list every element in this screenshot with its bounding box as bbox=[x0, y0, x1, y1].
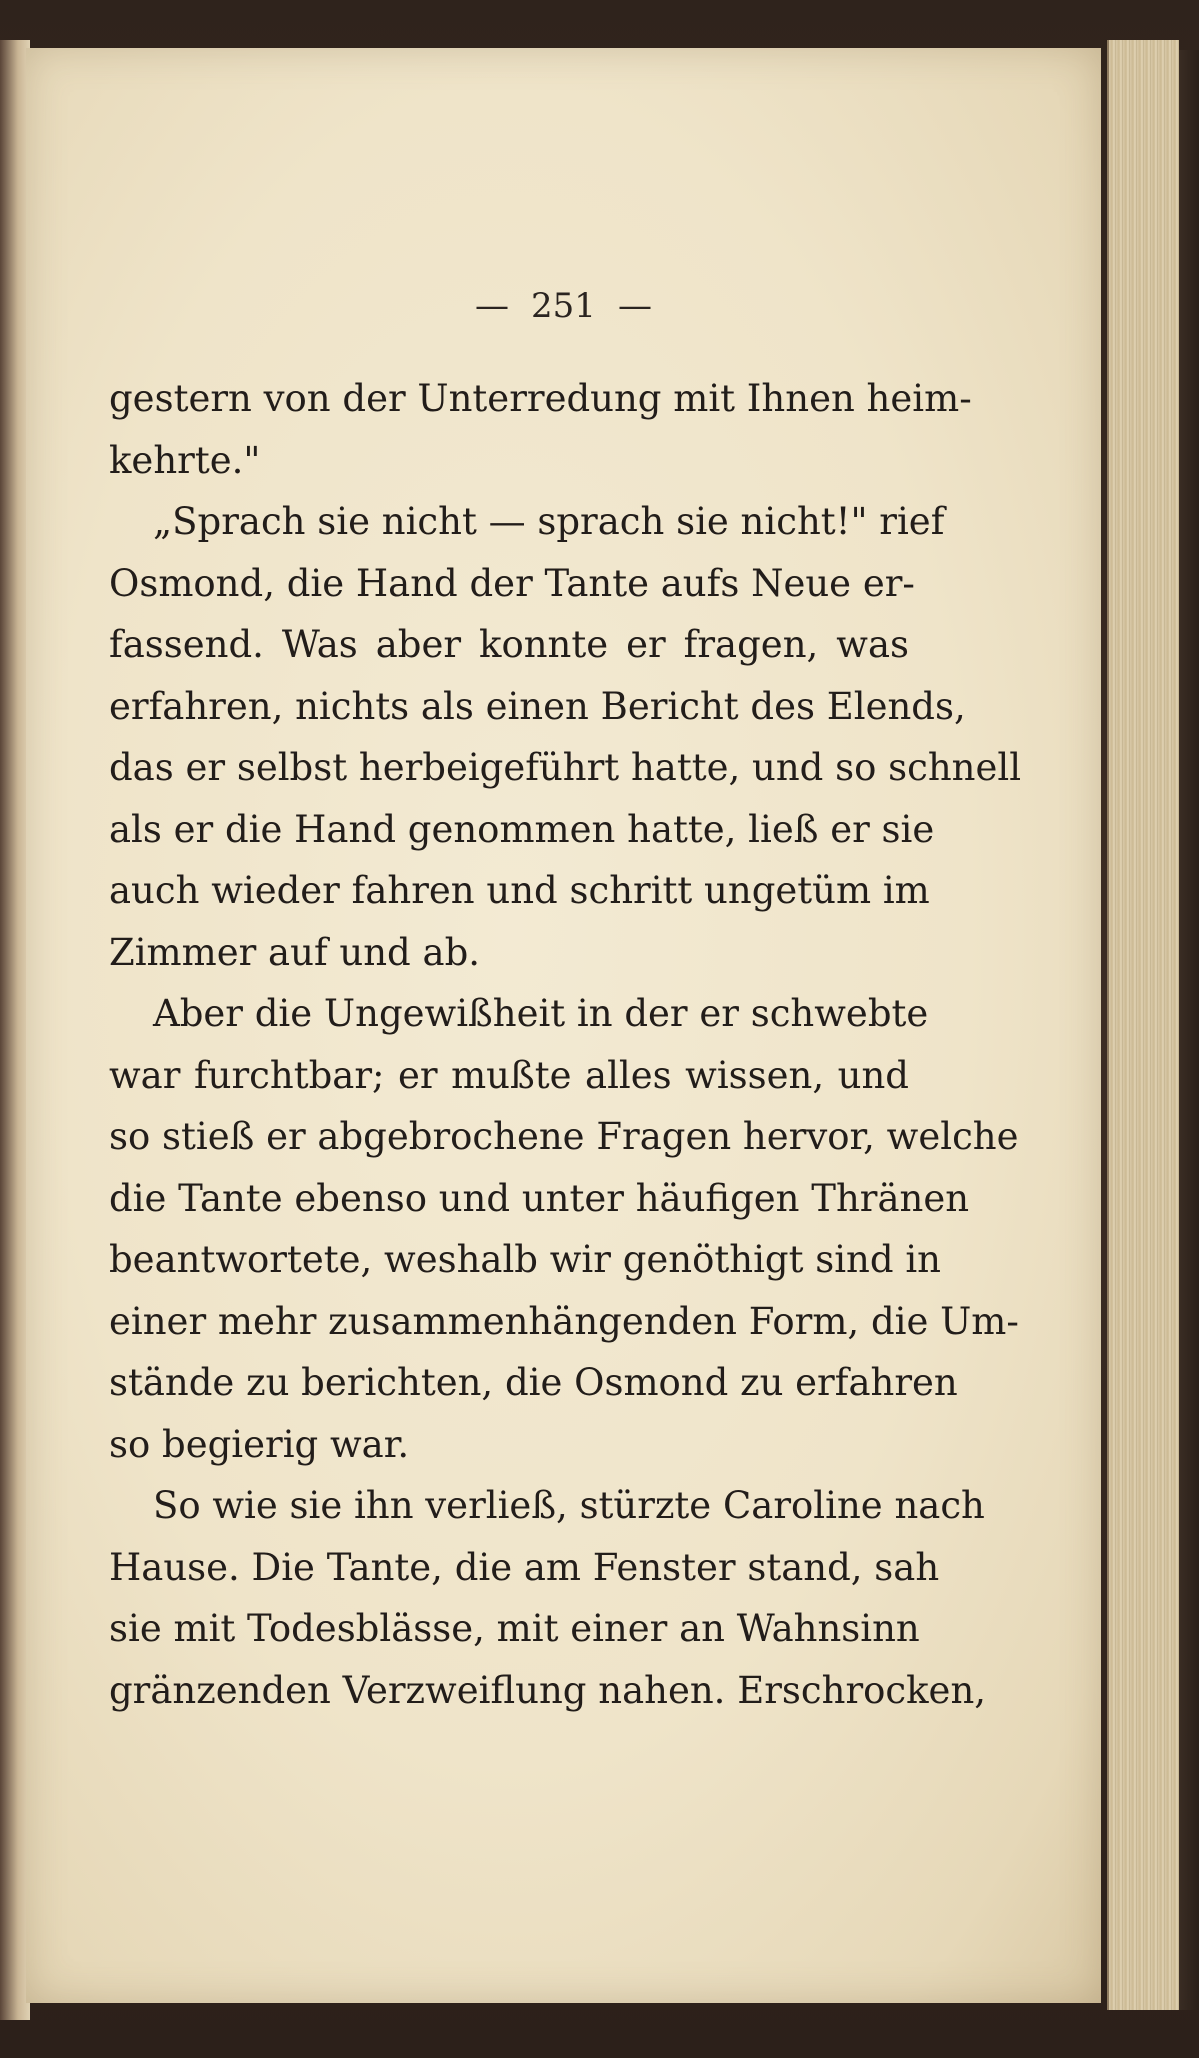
text-line: als er die Hand genommen hatte, ließ er sie bbox=[109, 807, 935, 851]
text-line: so stieß er abgebrochene Fragen hervor, welche bbox=[109, 1115, 1019, 1158]
text-line: Aber die Ungewißheit in der er schwebte bbox=[153, 992, 929, 1035]
text-line: kehrte." bbox=[109, 438, 261, 482]
text-line: beantwortete, weshalb wir genöthigt sind in bbox=[109, 1238, 941, 1281]
page-number: 251 bbox=[531, 286, 596, 326]
text-line: die Tante ebenso und unter häufigen Thränen bbox=[109, 1176, 970, 1220]
header-dash-left: — bbox=[475, 286, 510, 326]
text-line: „Sprach sie nicht — sprach sie nicht!" rief bbox=[153, 500, 945, 543]
text-line: So wie sie ihn verließ, stürzte Caroline nach bbox=[153, 1484, 985, 1527]
text-line: gränzenden Verzweiflung nahen. Erschrocken, bbox=[109, 1668, 987, 1712]
book-page bbox=[26, 48, 1101, 2003]
page-header bbox=[26, 286, 1101, 326]
text-line: auch wieder fahren und schritt ungetüm im bbox=[109, 869, 930, 912]
text-line: stände zu berichten, die Osmond zu erfahren bbox=[109, 1361, 958, 1404]
text-line: Hause. Die Tante, die am Fenster stand, sah bbox=[109, 1545, 940, 1589]
header-dash-right: — bbox=[617, 286, 652, 326]
page-body bbox=[109, 368, 1022, 1721]
text-line: fassend. Was aber konnte er fragen, was bbox=[109, 623, 909, 666]
text-line: das er selbst herbeigeführt hatte, und so schnell bbox=[109, 746, 1022, 789]
text-line: war furchtbar; er mußte alles wissen, und bbox=[109, 1053, 909, 1097]
text-line: erfahren, nichts als einen Bericht des Elends, bbox=[109, 684, 966, 728]
text-line: sie mit Todesblässe, mit einer an Wahnsinn bbox=[109, 1607, 920, 1650]
page-stack-edges bbox=[1107, 40, 1179, 2010]
text-line: Osmond, die Hand der Tante aufs Neue er- bbox=[109, 561, 915, 605]
text-line: gestern von der Unterredung mit Ihnen heim- bbox=[109, 377, 972, 420]
text-line: Zimmer auf und ab. bbox=[109, 930, 481, 974]
text-line: so begierig war. bbox=[109, 1422, 410, 1466]
text-line: einer mehr zusammenhängenden Form, die Um- bbox=[109, 1299, 1019, 1343]
